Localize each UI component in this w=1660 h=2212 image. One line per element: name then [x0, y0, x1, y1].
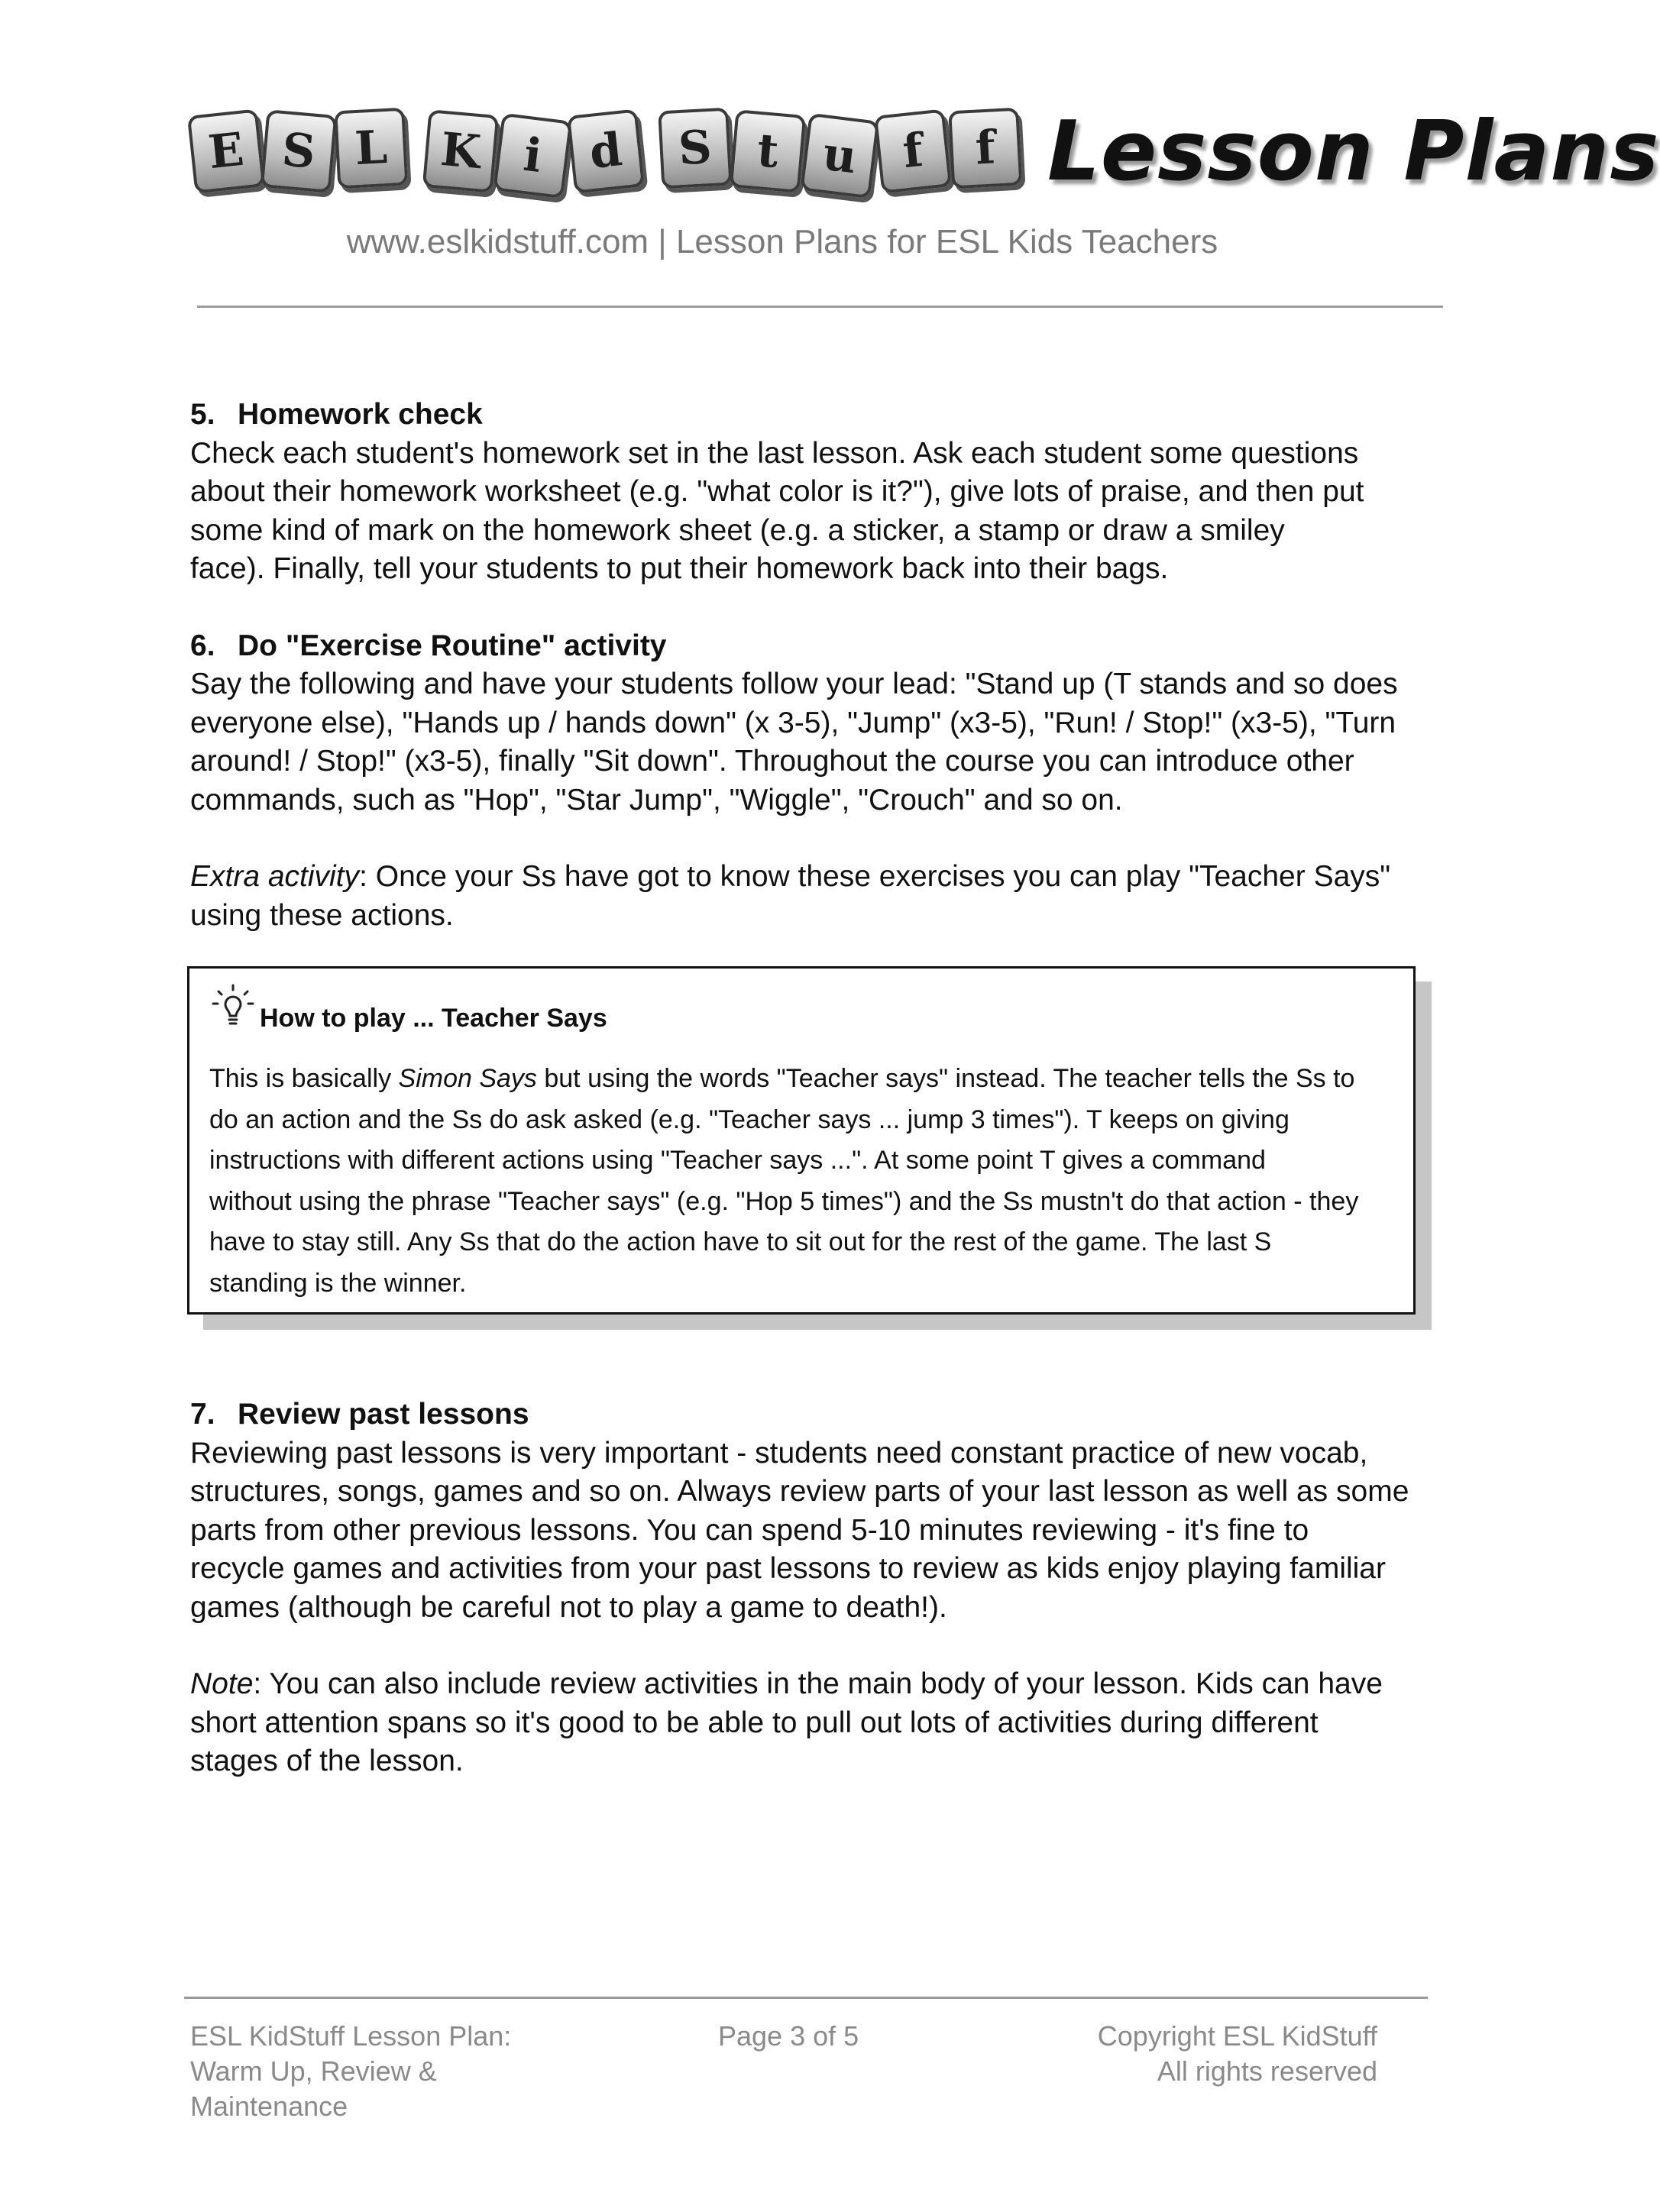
tip-body	[209, 1059, 1401, 1304]
note-label: Note	[190, 1667, 254, 1700]
section-homework-check	[190, 396, 1428, 589]
extra-activity-line: Extra activity: Once your Ss have got to know these exercises you can play "Teacher Says"	[190, 860, 1391, 893]
paragraph-line: around! / Stop!" (x3-5), finally "Sit down". Throughout the course you can introduce other	[190, 745, 1354, 778]
logo-block: E	[187, 108, 265, 193]
site-tagline: www.eslkidstuff.com | Lesson Plans for ESL Kids Teachers	[346, 223, 1218, 260]
footer-page-number: Page 3 of 5	[718, 2020, 859, 2052]
logo-block: d	[567, 108, 645, 193]
paragraph-line: Check each student's homework set in the last lesson. Ask each student some questions	[190, 436, 1359, 470]
paragraph-line: Say the following and have your students follow your lead: "Stand up (T stands and so does	[190, 668, 1398, 700]
header-divider	[197, 306, 1443, 308]
paragraph-line: Reviewing past lessons is very important - students need constant practice of new vocab,	[190, 1436, 1368, 1470]
site-logo	[191, 90, 1660, 212]
paragraph-line: structures, songs, games and so on. Always review parts of your last lesson as well as some	[190, 1475, 1409, 1508]
section-heading: 7. Review past lessons	[190, 1398, 529, 1431]
footer-divider	[184, 1997, 1428, 1999]
logo-block: L	[334, 108, 408, 189]
paragraph-line: short attention spans so it's good to be able to pull out lots of activities during different	[190, 1706, 1319, 1739]
tip-heading	[211, 984, 607, 1033]
extra-activity-label: Extra activity	[190, 860, 360, 893]
paragraph-line: parts from other previous lessons. You can spend 5-10 minutes reviewing - it's fine to	[190, 1513, 1309, 1547]
logo-block: f	[874, 108, 952, 193]
tip-box	[187, 966, 1416, 1315]
lesson-content-continued	[190, 1395, 1428, 1781]
paragraph-line: using these actions.	[190, 898, 454, 932]
tip-title: How to play ... Teacher Says	[260, 1004, 607, 1033]
logo-block: f	[948, 108, 1022, 189]
section-review-past-lessons	[190, 1395, 1428, 1781]
footer-doc-title: ESL KidStuff Lesson Plan: Warm Up, Review & Maintenance	[190, 2020, 512, 2122]
logo-block: S	[658, 108, 732, 189]
lightbulb-icon	[211, 984, 260, 1033]
paragraph-line: some kind of mark on the homework sheet (e.g. a sticker, a stamp or draw a smiley	[190, 513, 1285, 547]
logo-blocks	[191, 112, 1023, 190]
section-exercise-routine	[190, 627, 1428, 936]
logo-block: S	[260, 109, 338, 193]
paragraph-line: commands, such as "Hop", "Star Jump", "Wiggle", "Crouch" and so on.	[190, 783, 1123, 817]
lesson-content	[190, 396, 1428, 935]
paragraph-line: face). Finally, tell your students to put their homework back into their bags.	[190, 552, 1169, 585]
logo-block: u	[800, 113, 879, 199]
tip-line: have to stay still. Any Ss that do the action have to sit out for the rest of the game. The last S	[209, 1227, 1272, 1256]
tip-box-frame	[187, 966, 1416, 1315]
tip-line: standing is the winner.	[209, 1268, 467, 1298]
paragraph-line: everyone else), "Hands up / hands down" (x 3-5), "Jump" (x3-5), "Run! / Stop!" (x3-5), "Turn	[190, 706, 1396, 739]
logo-title: Lesson Plans	[1047, 103, 1660, 199]
footer-copyright: Copyright ESL KidStuff All rights reserved	[1097, 2020, 1377, 2087]
logo-block: K	[422, 109, 500, 193]
paragraph-line: games (although be careful not to play a game to death!).	[190, 1590, 947, 1624]
tip-line: This is basically Simon Says but using the words "Teacher says" instead. The teacher tells the Ss to	[209, 1064, 1355, 1093]
section-heading: 5. Homework check	[190, 398, 483, 431]
paragraph-line: recycle games and activities from your past lessons to review as kids enjoy playing familiar	[190, 1552, 1386, 1585]
logo-block: i	[493, 113, 572, 199]
note-line: Note: You can also include review activities in the main body of your lesson. Kids can have	[190, 1667, 1383, 1700]
tip-line: without using the phrase "Teacher says" (e.g. "Hop 5 times") and the Ss mustn't do that action - they	[209, 1186, 1359, 1216]
tip-line: instructions with different actions using "Teacher says ...". At some point T gives a command	[209, 1146, 1266, 1175]
section-heading: 6. Do "Exercise Routine" activity	[190, 629, 667, 662]
tip-line: do an action and the Ss do ask asked (e.g. "Teacher says ... jump 3 times"). T keeps on giving	[209, 1104, 1289, 1134]
paragraph-line: about their homework worksheet (e.g. "what color is it?"), give lots of praise, and then put	[190, 475, 1364, 508]
logo-block: t	[730, 109, 807, 193]
paragraph-line: stages of the lesson.	[190, 1745, 464, 1777]
